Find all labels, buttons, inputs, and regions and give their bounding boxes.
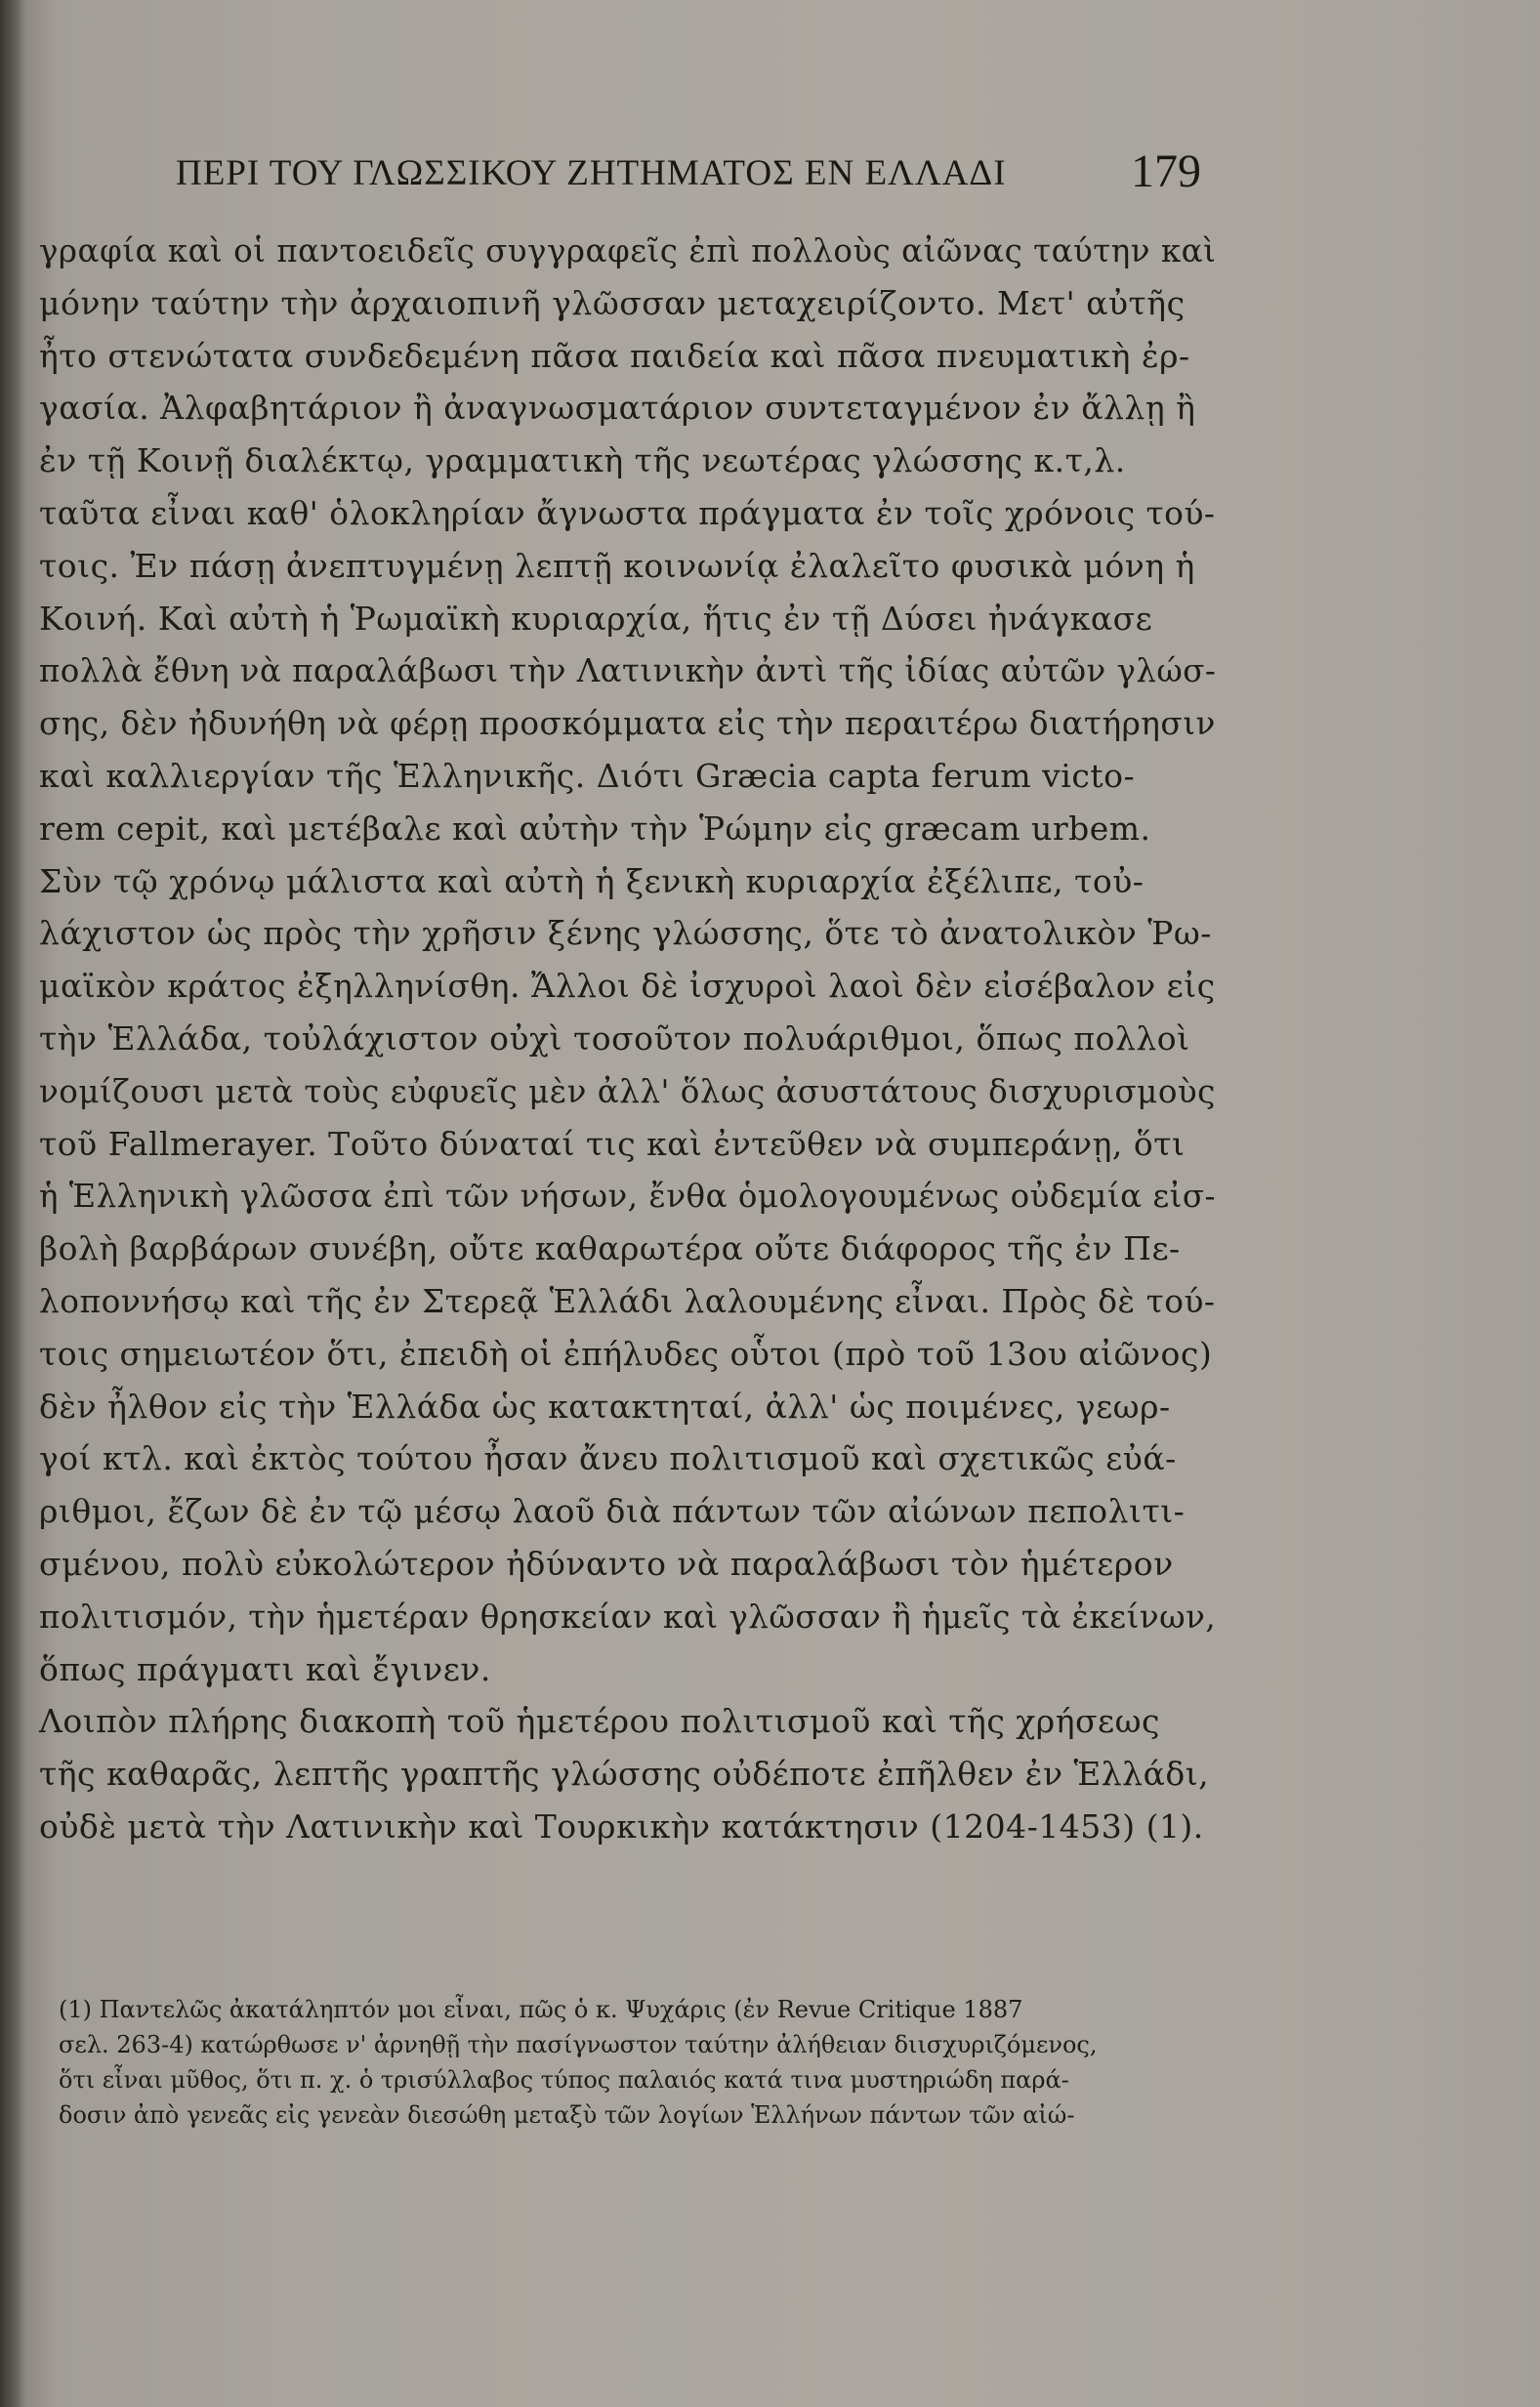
text-line: γοί κτλ. καὶ ἐκτὸς τούτου ἦσαν ἄνευ πολιτισμοῦ καὶ σχετικῶς εὐά-: [39, 1439, 1177, 1478]
text-line: Σὺν τῷ χρόνῳ μάλιστα καὶ αὐτὴ ἡ ξενικὴ κυριαρχία ἐξέλιπε, τοὐ-: [39, 861, 1145, 900]
footnote-line: σελ. 263-4) κατώρθωσε ν' ἀρνηθῇ τὴν πασίγνωστον ταύτην ἀλήθειαν διισχυριζόμενος,: [59, 2031, 1098, 2058]
text-line: δὲν ἦλθον εἰς τὴν Ἑλλάδα ὡς κατακτηταί, ἀλλ' ὡς ποιμένες, γεωρ-: [39, 1387, 1171, 1426]
text-line: ριθμοι, ἔζων δὲ ἐν τῷ μέσῳ λαοῦ διὰ πάντων τῶν αἰώνων πεπολιτι-: [39, 1492, 1186, 1531]
footnote-line: (1) Παντελῶς ἀκατάληπτόν μοι εἶναι, πῶς ὁ κ. Ψυχάρις (ἐν Revue Critique 1887: [59, 1996, 1023, 2023]
book-spine-shadow: [0, 0, 25, 2407]
text-line: ἐν τῇ Κοινῇ διαλέκτῳ, γραμματικὴ τῆς νεωτέρας γλώσσης κ.τ,λ.: [39, 441, 1126, 480]
text-line: σης, δὲν ἠδυνήθη νὰ φέρῃ προσκόμματα εἰς τὴν περαιτέρω διατήρησιν: [39, 704, 1216, 743]
text-line: ὅπως πράγματι καὶ ἔγινεν.: [39, 1649, 491, 1688]
text-line: τοῦ Fallmerayer. Τοῦτο δύναταί τις καὶ ἐντεῦθεν νὰ συμπεράνῃ, ὅτι: [39, 1124, 1186, 1163]
text-line: τὴν Ἑλλάδα, τοὐλάχιστον οὐχὶ τοσοῦτον πολυάριθμοι, ὅπως πολλοὶ: [39, 1018, 1190, 1058]
text-line: βολὴ βαρβάρων συνέβη, οὔτε καθαρωτέρα οὔτε διάφορος τῆς ἐν Πε-: [39, 1229, 1181, 1268]
footnote-line: δοσιν ἀπὸ γενεᾶς εἰς γενεὰν διεσώθη μεταξὺ τῶν λογίων Ἑλλήνων πάντων τῶν αἰώ-: [59, 2101, 1075, 2129]
text-line: Κοινή. Καὶ αὐτὴ ἡ Ῥωμαϊκὴ κυριαρχία, ἥτις ἐν τῇ Δύσει ἠνάγκασε: [39, 599, 1153, 638]
text-line: μαϊκὸν κράτος ἐξηλληνίσθη. Ἄλλοι δὲ ἰσχυροὶ λαοὶ δὲν εἰσέβαλον εἰς: [39, 967, 1216, 1006]
text-line: σμένου, πολὺ εὐκολώτερον ἠδύναντο νὰ παραλάβωσι τὸν ἡμέτερον: [39, 1544, 1174, 1583]
text-line: πολλὰ ἔθνη νὰ παραλάβωσι τὴν Λατινικὴν ἀντὶ τῆς ἰδίας αὐτῶν γλώσ-: [39, 651, 1217, 690]
text-line: λάχιστον ὡς πρὸς τὴν χρῆσιν ξένης γλώσσης, ὅτε τὸ ἀνατολικὸν Ῥω-: [39, 914, 1212, 953]
text-line: τῆς καθαρᾶς, λεπτῆς γραπτῆς γλώσσης οὐδέποτε ἐπῆλθεν ἐν Ἑλλάδι,: [39, 1755, 1210, 1794]
body-text: [39, 225, 1216, 1853]
running-head: ΠΕΡΙ ΤΟΥ ΓΛΩΣΣΙΚΟΥ ΖΗΤΗΜΑΤΟΣ ΕΝ ΕΛΛΑΔΙ: [176, 153, 1007, 193]
text-line: Λοιπὸν πλήρης διακοπὴ τοῦ ἡμετέρου πολιτισμοῦ καὶ τῆς χρήσεως: [39, 1702, 1160, 1741]
text-line: ἡ Ἑλληνικὴ γλῶσσα ἐπὶ τῶν νήσων, ἔνθα ὁμολογουμένως οὐδεμία εἰσ-: [39, 1177, 1217, 1216]
text-line: τοις. Ἐν πάσῃ ἀνεπτυγμένῃ λεπτῇ κοινωνίᾳ ἐλαλεῖτο φυσικὰ μόνη ἡ: [39, 546, 1195, 585]
text-line: πολιτισμόν, τὴν ἡμετέραν θρησκείαν καὶ γλῶσσαν ἢ ἡμεῖς τὰ ἐκείνων,: [39, 1597, 1217, 1636]
text-line: rem cepit, καὶ μετέβαλε καὶ αὐτὴν τὴν Ῥώμην εἰς græcam urbem.: [39, 809, 1151, 848]
text-line: γραφία καὶ οἱ παντοειδεῖς συγγραφεῖς ἐπὶ πολλοὺς αἰῶνας ταύτην καὶ: [39, 231, 1217, 270]
text-line: τοις σημειωτέον ὅτι, ἐπειδὴ οἱ ἐπήλυδες οὗτοι (πρὸ τοῦ 13ου αἰῶνος): [39, 1334, 1213, 1373]
text-line: λοποννήσῳ καὶ τῆς ἐν Στερεᾷ Ἑλλάδι λαλουμένης εἶναι. Πρὸς δὲ τού-: [39, 1281, 1216, 1320]
text-line: ἦτο στενώτατα συνδεδεμένη πᾶσα παιδεία καὶ πᾶσα πνευματικὴ ἐρ-: [39, 336, 1190, 375]
text-line: καὶ καλλιεργίαν τῆς Ἑλληνικῆς. Διότι Græcia capta ferum victo-: [39, 756, 1136, 795]
text-line: μόνην ταύτην τὴν ἀρχαιοπινῆ γλῶσσαν μεταχειρίζοντο. Μετ' αὐτῆς: [39, 283, 1186, 322]
page-header: [176, 145, 1201, 203]
page-number: 179: [1131, 145, 1201, 197]
footnotes: [59, 1992, 1216, 2133]
text-line: ταῦτα εἶναι καθ' ὁλοκληρίαν ἄγνωστα πράγματα ἐν τοῖς χρόνοις τού-: [39, 493, 1216, 532]
text-line: γασία. Ἀλφαβητάριον ἢ ἀναγνωσματάριον συντεταγμένον ἐν ἄλλῃ ἢ: [39, 389, 1196, 428]
footnote-line: ὅτι εἶναι μῦθος, ὅτι π. χ. ὁ τρισύλλαβος τύπος παλαιός κατά τινα μυστηριώδη παρά-: [59, 2066, 1069, 2094]
text-line: οὐδὲ μετὰ τὴν Λατινικὴν καὶ Τουρκικὴν κατάκτησιν (1204-1453) (1).: [39, 1806, 1204, 1846]
text-line: νομίζουσι μετὰ τοὺς εὐφυεῖς μὲν ἀλλ' ὅλως ἀσυστάτους δισχυρισμοὺς: [39, 1071, 1216, 1110]
